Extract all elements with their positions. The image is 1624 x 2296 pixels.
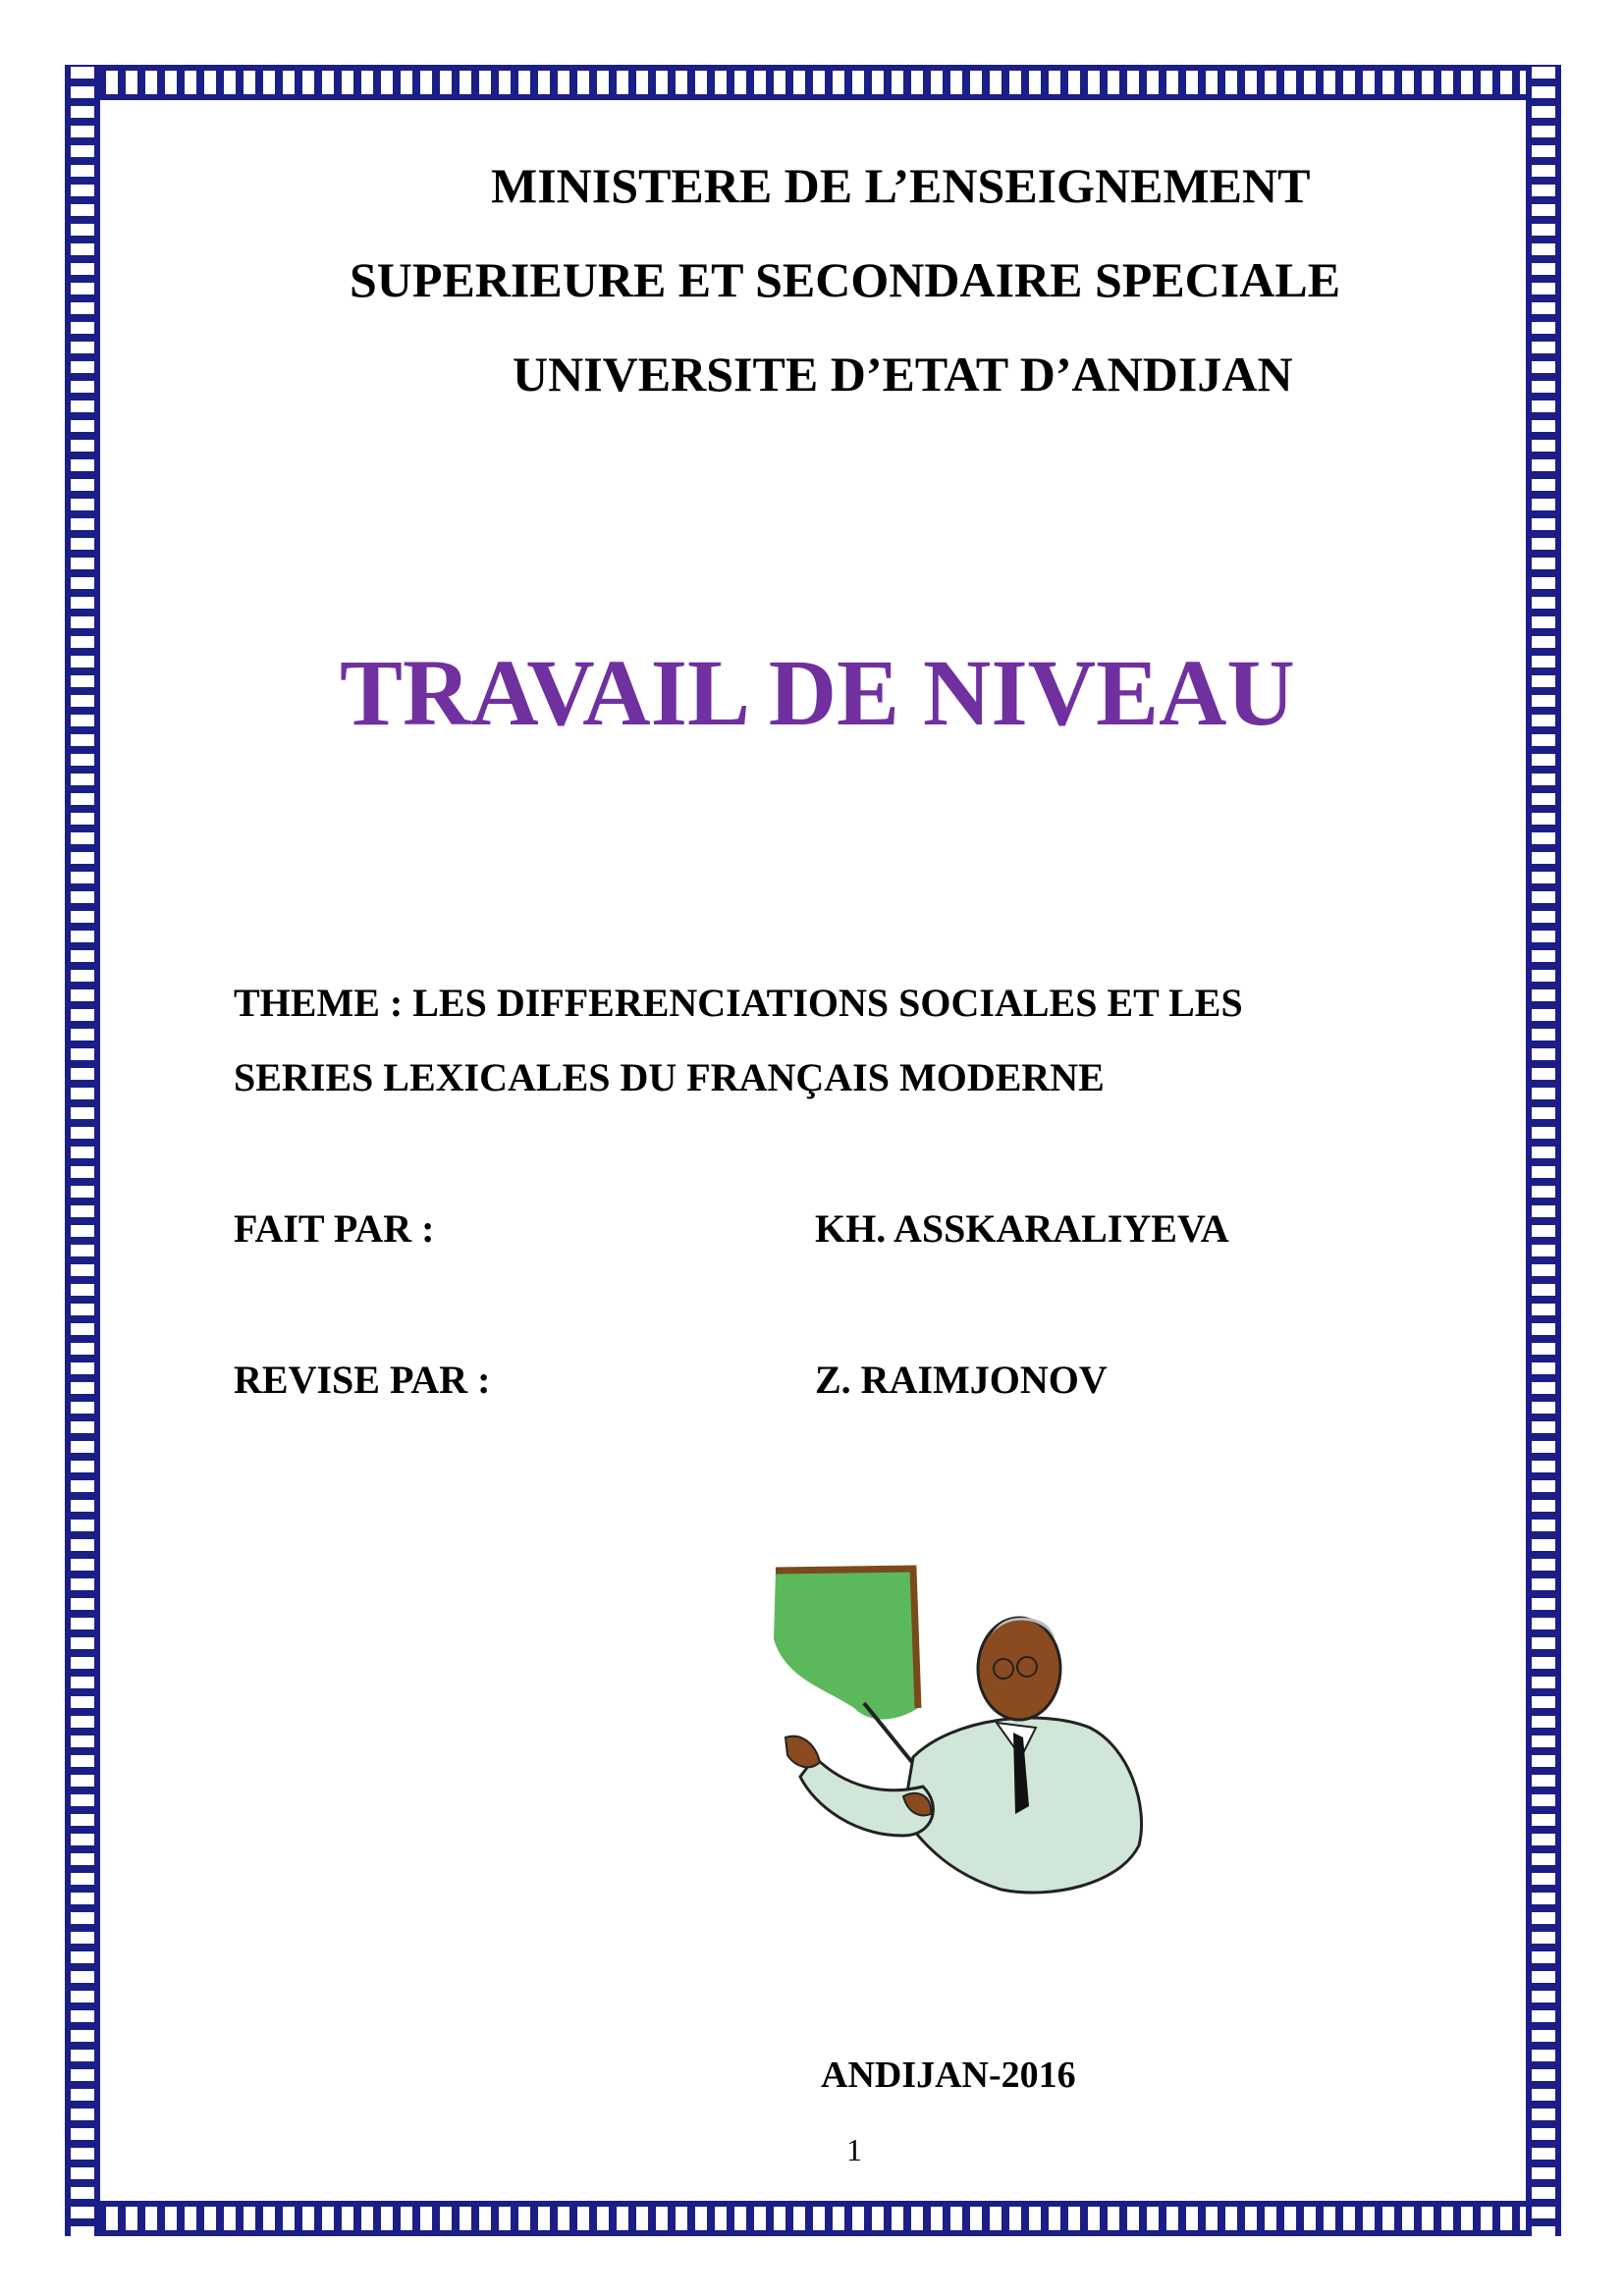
ministry-line-1: MINISTERE DE L’ENSEIGNEMENT	[491, 158, 1311, 213]
revised-by-value: Z. RAIMJONOV	[815, 1358, 1108, 1402]
university-name: UNIVERSITE D’ETAT D’ANDIJAN	[513, 347, 1293, 401]
page-number: 1	[846, 2132, 862, 2167]
city-year: ANDIJAN-2016	[821, 2055, 1076, 2096]
teacher-head	[978, 1618, 1060, 1720]
revised-by-label: REVISE PAR :	[234, 1358, 491, 1402]
document-title: TRAVAIL DE NIVEAU	[340, 640, 1295, 745]
border-bottom	[65, 2201, 1561, 2236]
border-top	[65, 65, 1561, 100]
blackboard-shape	[774, 1569, 918, 1720]
ministry-line-2: SUPERIEURE ET SECONDAIRE SPECIALE	[350, 252, 1341, 307]
made-by-value: KH. ASSKARALIYEVA	[815, 1206, 1229, 1251]
theme-line-2: SERIES LEXICALES DU FRANÇAIS MODERNE	[234, 1055, 1105, 1099]
border-left	[65, 65, 100, 2236]
made-by-label: FAIT PAR :	[234, 1206, 435, 1251]
border-right	[1526, 65, 1561, 2236]
theme-line-1: THEME : LES DIFFERENCIATIONS SOCIALES ET LES	[234, 981, 1243, 1025]
teacher-illustration	[756, 1561, 1168, 1904]
teacher-hand	[785, 1736, 820, 1768]
